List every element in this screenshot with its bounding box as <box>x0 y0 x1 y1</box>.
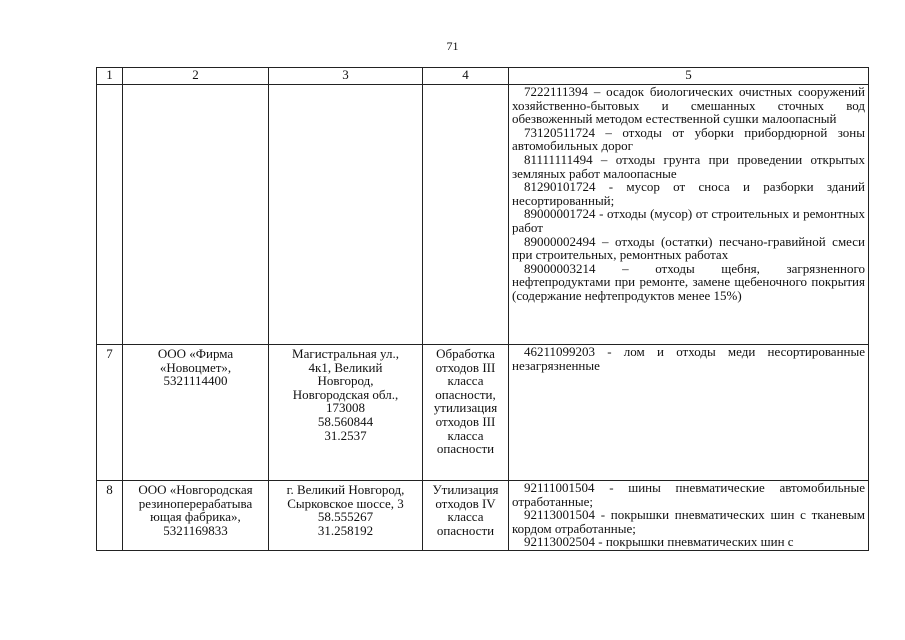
activity-line: Обработка <box>436 346 495 361</box>
address-line: 4к1, Великий <box>308 359 383 375</box>
activity-cell <box>423 345 509 481</box>
organization-line: 5321169833 <box>163 522 228 538</box>
address-line: Магистральная ул., <box>292 346 399 361</box>
header-cell-4: 4 <box>423 68 509 85</box>
waste-item: 81290101724 - мусор от сноса и разборки зданий несортированный; <box>512 179 865 208</box>
address-line: 31.258192 <box>317 522 374 538</box>
activity-cell <box>423 481 509 551</box>
header-cell-1: 1 <box>97 68 123 85</box>
waste-item: 92111001504 - шины пневматические автомобильные отработанные; <box>512 480 865 509</box>
address-cell <box>269 481 423 551</box>
address-line: 173008 <box>326 400 365 416</box>
activity-line: Утилизация <box>432 482 499 497</box>
address-cell <box>269 345 423 481</box>
row-number: 8 <box>97 481 123 551</box>
organization-line: резиноперерабатыва <box>138 495 253 511</box>
activity-line: утилизация <box>433 400 498 416</box>
header-cell-2: 2 <box>123 68 269 85</box>
organization-line: ющая фабрика», <box>150 509 241 525</box>
table-row <box>97 345 869 481</box>
organization-line: ООО «Новгородская <box>138 482 253 497</box>
organization-cell <box>123 345 269 481</box>
activity-line: класса <box>447 373 484 389</box>
address-line: Новгородская обл., <box>292 386 399 402</box>
table-row-continuation <box>97 85 869 345</box>
waste-item: 92113002504 - покрышки пневматических шин с <box>524 534 794 550</box>
address-line: Новгород, <box>317 373 374 389</box>
waste-item: 73120511724 – отходы от уборки прибордюрной зоны автомобильных дорог <box>512 124 865 154</box>
activity-line: отходов III <box>435 413 496 429</box>
activity-line: опасности, <box>435 386 496 402</box>
activity-line: опасности <box>436 441 495 457</box>
waste-item: 46211099203 - лом и отходы меди несортированные незагрязненные <box>512 344 865 373</box>
header-cell-5: 5 <box>509 68 869 85</box>
address-line: Сырковское шоссе, 3 <box>287 495 404 511</box>
activity-line: опасности <box>436 522 495 538</box>
waste-list-cell <box>509 481 869 551</box>
address-line: 58.555267 <box>317 509 374 525</box>
address-line: 58.560844 <box>317 413 374 429</box>
waste-item: 92113001504 - покрышки пневматических шин с тканевым кордом отработанные; <box>512 507 865 536</box>
organization-line: «Новоцмет», <box>159 359 232 375</box>
activity-line: класса <box>447 509 484 525</box>
organization-line: 5321114400 <box>163 373 228 389</box>
page-number: 71 <box>446 39 459 53</box>
header-cell-3: 3 <box>269 68 423 85</box>
address-line: г. Великий Новгород, <box>286 482 405 497</box>
address-line: 31.2537 <box>324 427 367 443</box>
waste-item: 89000003214 – отходы щебня, загрязненного нефтепродуктами при ремонте, замене щебеночного покрытия (содержание нефтепродуктов менее 15%) <box>512 260 865 303</box>
activity-line: отходов III <box>435 359 496 375</box>
organization-line: ООО «Фирма <box>157 346 234 361</box>
waste-list-cell <box>509 85 869 345</box>
organization-cell <box>123 481 269 551</box>
waste-item: 89000001724 - отходы (мусор) от строительных и ремонтных работ <box>512 206 865 235</box>
waste-item: 89000002494 – отходы (остатки) песчано-гравийной смеси при строительных, ремонтных работах <box>512 233 865 263</box>
table-header-row <box>97 68 869 85</box>
waste-facilities-table <box>96 67 869 551</box>
waste-list-cell <box>509 345 869 481</box>
waste-item: 81111111494 – отходы грунта при проведении открытых земляных работ малоопасные <box>512 151 865 181</box>
waste-item: 7222111394 – осадок биологических очистных сооружений хозяйственно-бытовых и смешанных сточных вод обезвоженный методом естественной сушки малоопасный <box>512 84 865 127</box>
row-number: 7 <box>97 345 123 481</box>
table-row <box>97 481 869 551</box>
activity-line: класса <box>447 427 484 443</box>
activity-line: отходов IV <box>435 495 496 511</box>
